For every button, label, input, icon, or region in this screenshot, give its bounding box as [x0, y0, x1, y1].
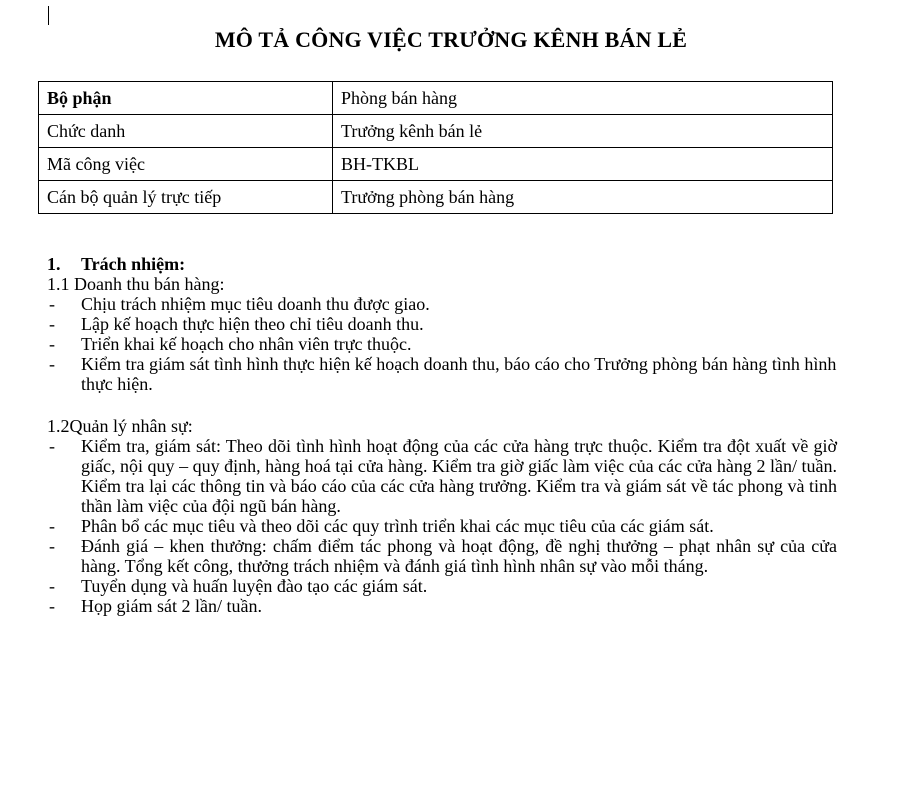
table-row — [39, 82, 833, 115]
list-item — [47, 334, 837, 354]
list-item — [47, 436, 837, 516]
bullet-dash: - — [49, 516, 55, 536]
list-item-text: Kiểm tra giám sát tình hình thực hiện kế hoạch doanh thu, báo cáo cho Trưởng phòng bán hàng tình hình thực hiện. — [81, 354, 837, 394]
paragraph-spacer — [47, 394, 837, 416]
document-body — [47, 254, 837, 616]
list-item-text: Tuyển dụng và huấn luyện đào tạo các giám sát. — [81, 576, 428, 596]
bullet-dash: - — [49, 334, 55, 354]
table-label-cell: Bộ phận — [39, 82, 333, 115]
subsection-heading: 1.1 Doanh thu bán hàng: — [47, 274, 225, 294]
bullet-dash: - — [49, 436, 55, 456]
list-item — [47, 576, 837, 596]
list-item-text: Chịu trách nhiệm mục tiêu doanh thu được giao. — [81, 294, 430, 314]
table-value-cell: BH-TKBL — [333, 148, 833, 181]
bullet-dash: - — [49, 596, 55, 616]
section-number: 1. — [47, 254, 61, 274]
table-row — [39, 115, 833, 148]
bullet-dash: - — [49, 294, 55, 314]
list-item-text: Phân bổ các mục tiêu và theo dõi các quy trình triển khai các mục tiêu của các giám sát. — [81, 516, 714, 536]
bullet-dash: - — [49, 536, 55, 556]
table-row — [39, 148, 833, 181]
table-label-cell: Chức danh — [39, 115, 333, 148]
list-item — [47, 294, 837, 314]
bullet-dash: - — [49, 576, 55, 596]
job-info-table — [38, 81, 833, 214]
document-title: MÔ TẢ CÔNG VIỆC TRƯỞNG KÊNH BÁN LẺ — [214, 27, 688, 52]
bullet-dash: - — [49, 314, 55, 334]
list-item-text: Lập kế hoạch thực hiện theo chỉ tiêu doanh thu. — [81, 314, 424, 334]
section-heading — [47, 254, 837, 274]
list-item-text: Họp giám sát 2 lần/ tuần. — [81, 596, 262, 616]
list-item-text: Triển khai kế hoạch cho nhân viên trực thuộc. — [81, 334, 412, 354]
list-item-text: Đánh giá – khen thưởng: chấm điểm tác phong và hoạt động, đề nghị thưởng – phạt nhân sự của cửa hàng. Tổng kết công, thưởng trách nhiệm và đánh giá tình hình nhân sự vào mỗi tháng. — [81, 536, 837, 576]
table-value-cell: Trưởng kênh bán lẻ — [333, 115, 833, 148]
table-label-cell: Cán bộ quản lý trực tiếp — [39, 181, 333, 214]
list-item — [47, 596, 837, 616]
text-cursor — [48, 6, 49, 25]
section-title: Trách nhiệm: — [81, 254, 186, 274]
table-value-cell: Phòng bán hàng — [333, 82, 833, 115]
bullet-dash: - — [49, 354, 55, 374]
table-label-cell: Mã công việc — [39, 148, 333, 181]
subsection-heading: 1.2Quản lý nhân sự: — [47, 416, 193, 436]
list-item — [47, 536, 837, 576]
list-item — [47, 314, 837, 334]
list-item — [47, 516, 837, 536]
list-item — [47, 354, 837, 394]
table-row — [39, 181, 833, 214]
list-item-text: Kiểm tra, giám sát: Theo dõi tình hình hoạt động của các cửa hàng trực thuộc. Kiểm tra đột xuất về giờ giấc, nội quy – quy định, hàng hoá tại cửa hàng. Kiểm tra giờ giấc làm việc của các cửa hàng 2 lần/ tuần. Kiểm tra lại các thông tin và báo cáo của các cửa hàng trưởng. Kiểm tra và giám sát về tác phong và tinh thần làm việc của đội ngũ bán hàng. — [81, 436, 837, 516]
table-value-cell: Trưởng phòng bán hàng — [333, 181, 833, 214]
